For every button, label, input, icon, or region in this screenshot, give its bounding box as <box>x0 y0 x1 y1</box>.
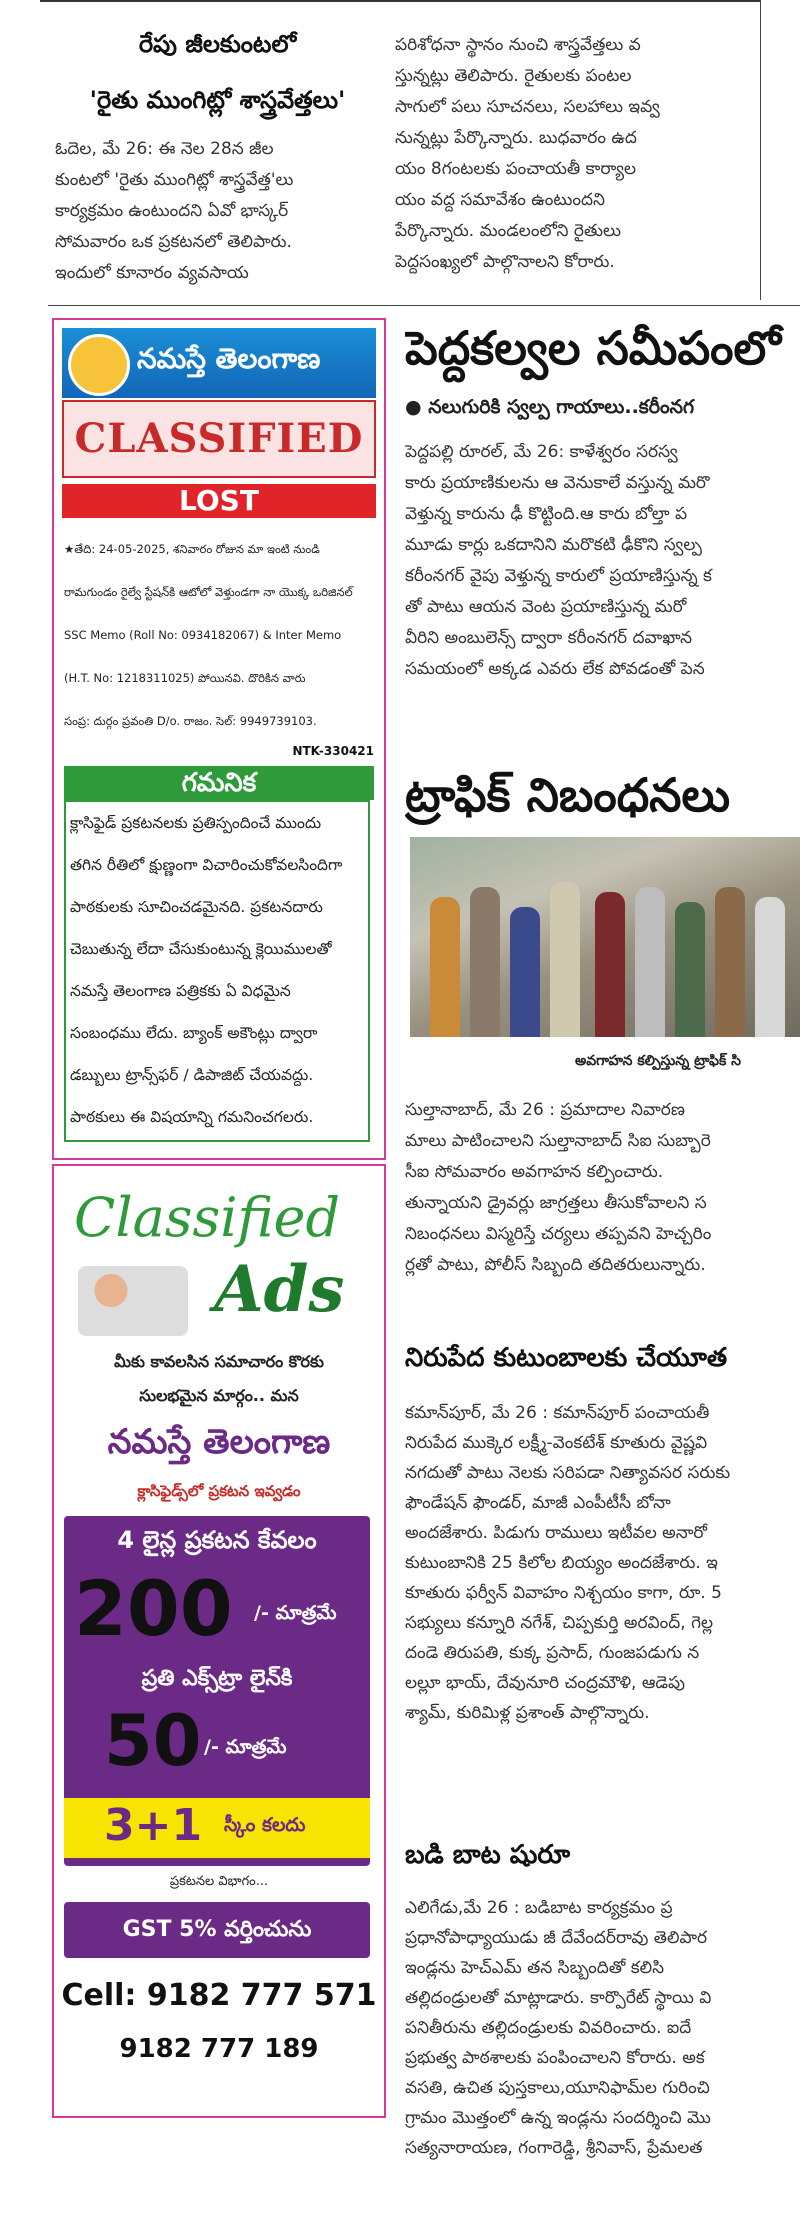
promo-subtitle: క్లాసిఫైడ్స్‌లో ప్రకటన ఇవ్వడం <box>137 1482 301 1500</box>
body-line: పరిశోధనా స్థానం నుంచి శాస్త్రవేత్తలు వ <box>395 35 641 55</box>
body-line: తో పాటు ఆయన వెంట ప్రయాణిస్తున్న మరో <box>405 597 687 617</box>
body-line: స్తున్నట్లు తెలిపారు. రైతులకు పంటల <box>395 66 632 86</box>
body-line: నిరుపేద ముక్కెర లక్ష్మీ-వెంకటేశ్ కూతురు వైష్ణవి <box>405 1433 708 1453</box>
notice-line: పాఠకులు ఈ విషయాన్ని గమనించగలరు. <box>70 1108 314 1126</box>
ad-department: ప్రకటనల విభాగం... <box>169 1874 269 1889</box>
body-line: పేర్కొన్నారు. మండలంలోని రైతులు <box>395 221 621 241</box>
body-line: యం వద్ద సమావేశం ఉంటుందని <box>395 190 605 210</box>
cell-number-2: 9182 777 189 <box>119 2034 319 2064</box>
story3-headline: నిరుపేద కుటుంబాలకు చేయూత <box>405 1343 728 1373</box>
cell-number-1: Cell: 9182 777 571 <box>61 1978 377 2013</box>
body-line: నగదుతో పాటు నెలకు సరిపడా నిత్యావసర సరుకు <box>405 1463 731 1483</box>
lost-notice-body <box>64 528 374 743</box>
body-line: శ్యామ్, కురిమిళ్ల ప్రశాంత్ పాల్గొన్నారు. <box>405 1703 650 1723</box>
body-line: దండె తిరుపతి, కుక్క ప్రసాద్, గుంజపడుగు న <box>405 1643 700 1663</box>
body-line: పనితీరును తల్లిదండ్రులకు వివరించారు. ఐదే <box>405 2018 692 2038</box>
notice-line: తగిన రీతిలో క్షుణ్ణంగా విచారించుకోవలసిందిగా <box>70 856 343 874</box>
body-line: ఇందులో కూనారం వ్యవసాయ <box>55 263 249 283</box>
body-line: నిబంధనలు విస్మరిస్తే చర్యలు తప్పవని హెచ్చరిం <box>405 1224 712 1244</box>
promo-tagline-2: సులభమైన మార్గం.. మన <box>139 1386 299 1405</box>
top-article-body <box>55 134 380 289</box>
lost-notice-line: రామగుండం రైల్వే స్టేషన్‌కి ఆటోలో వెళ్తుండగా నా యొక్క ఒరిజినల్ <box>64 585 353 599</box>
lost-notice-line: సంప్ర: దుర్గం ప్రవంతి D/o. రాజం. సెల్: 9949739103. <box>64 714 317 728</box>
body-line: సభ్యులు కన్నూరి నగేశ్, చిప్పకుర్తి అరవింద్, గెల్ల <box>405 1613 714 1633</box>
body-line: ఎలిగేడు,మే 26 : బడిబాట కార్యక్రమం ప్ర <box>405 1898 673 1918</box>
story2 <box>405 765 800 1325</box>
promo-tagline-1: మీకు కావలసిన సమాచారం కొరకు <box>114 1352 324 1371</box>
promo-title-2: Ads <box>214 1252 345 1327</box>
story1-bullet: ● నలుగురికి స్వల్ప గాయాలు..కరీంనగ <box>405 396 695 418</box>
body-line: సత్యనారాయణ, గంగారెడ్డి, శ్రీనివాస్, ప్రేమలత <box>405 2138 703 2158</box>
body-line: వసతి, ఉచిత పుస్తకాలు,యూనిఫామ్‌ల గురించి <box>405 2078 710 2098</box>
promo-title-1: Classified <box>74 1186 341 1249</box>
notice-line: డబ్బులు ట్రాన్స్‌ఫర్ / డిపాజిట్ చేయవద్దు. <box>70 1066 314 1084</box>
body-line: ర్లతో పాటు, పోలీస్ సిబ్బంది తదితరులున్నారు. <box>405 1255 706 1275</box>
body-line: కుంటలో 'రైతు ముంగిట్లో శాస్త్రవేత్త'లు <box>55 170 294 190</box>
extra-price-suffix: /- మాత్రమే <box>204 1736 287 1758</box>
body-line: నున్నట్లు పేర్కొన్నారు. బుధవారం ఉద <box>395 128 637 148</box>
body-line: ఫౌండేషన్ ఫౌండర్, మాజీ ఎంపీటీసీ బోనా <box>405 1493 671 1513</box>
body-line: కారు ప్రయాణికులను ఆ వెనుకాలే వస్తున్న మరొ <box>405 473 710 493</box>
goddess-logo-icon <box>68 334 130 396</box>
body-line: కార్యక్రమం ఉంటుందని ఏవో భాస్కర్ <box>55 201 289 221</box>
body-line: వెళ్తున్న కారును ఢీ కొట్టింది.ఆ కారు బోల్తా ప <box>405 504 688 524</box>
notice-line: సంబంధము లేదు. బ్యాంక్ అకౌంట్లు ద్వారా <box>70 1024 318 1042</box>
body-line: పెద్దపల్లి రూరల్, మే 26: కాళేశ్వరం సరస్వ <box>405 442 678 462</box>
extra-line-label: ప్రతి ఎక్స్‌ట్రా లైన్‌కి <box>141 1666 293 1691</box>
story2-headline: ట్రాఫిక్ నిబంధనలు <box>405 768 730 822</box>
body-line: గ్రామం మొత్తంలో ఉన్న ఇండ్లను సందర్శించి మొ <box>405 2108 711 2128</box>
body-line: సీఐ సోమవారం అవగాహన కల్పించారు. <box>405 1162 664 1182</box>
body-line: మాలు పాటించాలని సుల్తానాబాద్ సిఐ సుబ్బారె <box>405 1131 711 1151</box>
body-line: ఇండ్లను హెచ్‌ఎమ్ తన సిబ్బందితో కలిసి <box>405 1958 665 1978</box>
story4 <box>405 1825 800 2213</box>
classified-label: CLASSIFIED <box>74 415 364 462</box>
story1-headline: పెద్దకల్వల సమీపంలో <box>405 321 781 375</box>
body-line: కమాన్‌పూర్, మే 26 : కమాన్‌పూర్ పంచాయతీ <box>405 1403 710 1423</box>
classified-label-box <box>62 400 376 478</box>
body-line: తున్నాయని డ్రైవర్లు జాగ్రత్తలు తీసుకోవాలని స <box>405 1193 707 1213</box>
body-line: కూతురు ఫర్వీన్ వివాహం నిశ్చయం కాగా, రూ. 5 <box>405 1583 722 1603</box>
lost-notice-line: SSC Memo (Roll No: 0934182067) & Inter Memo <box>64 628 342 642</box>
top-left-article <box>55 30 380 289</box>
body-line: ప్రభుత్వ పాఠశాలకు పంపించాలని కోరారు. అక <box>405 2048 705 2068</box>
traffic-awareness-photo <box>410 837 800 1037</box>
scheme-suffix: స్కీం కలదు <box>224 1814 306 1836</box>
lost-heading: LOST <box>62 484 376 518</box>
extra-price-value: 50 <box>104 1700 202 1782</box>
notice-line: చెబుతున్న లేదా చేసుకుంటున్న క్లెయిములతో <box>70 940 332 958</box>
photo-caption: అవగాహన కల్పిస్తున్న ట్రాఫిక్ సి <box>575 1053 741 1069</box>
body-line: సోమవారం ఒక ప్రకటనలో తెలిపారు. <box>55 232 292 252</box>
top-cutoff-strip <box>40 0 760 8</box>
body-line: కుటుంబానికి 25 కిలోల బియ్యం అందజేశారు. ఇ <box>405 1553 718 1573</box>
story1 <box>405 318 800 758</box>
body-line: ఓదెల, మే 26: ఈ నెల 28న జీల <box>55 139 274 159</box>
person-with-laptop-image <box>78 1266 188 1336</box>
story3-body <box>405 1398 800 1728</box>
story4-body <box>405 1893 800 2163</box>
lost-notice-line: ★తేది: 24-05-2025, శనివారం రోజున మా ఇంటి నుండి <box>64 542 320 556</box>
notice-line: నమస్తే తెలంగాణ పత్రికకు ఏ విధమైన <box>70 982 291 1000</box>
body-line: తల్లిదండ్రులతో మాట్లాడారు. కార్పొరేట్ స్థాయి వి <box>405 1988 712 2008</box>
body-line: మూడు కార్లు ఒకదానిని మరొకటి ఢీకొని స్వల్ప <box>405 535 702 555</box>
notice-line: క్లాసిఫైడ్ ప్రకటనలకు ప్రతిస్పందించే ముందు <box>70 814 322 832</box>
price-suffix: /- మాత్రమే <box>254 1602 337 1624</box>
story4-headline: బడి బాట షురూ <box>405 1840 571 1870</box>
body-line: సాగులో పలు సూచనలు, సలహాలు ఇవ్వ <box>395 97 660 117</box>
scheme-value: 3+1 <box>104 1800 203 1851</box>
notice-body <box>64 800 370 1142</box>
body-line: ప్రధానోపాధ్యాయుడు జీ దేవేందర్‌రావు తెలిపార <box>405 1928 708 1948</box>
body-line: లల్లూ భాయ్, దేవునూరి చంద్రమౌళి, ఆడెపు <box>405 1673 685 1693</box>
lost-notice-line: (H.T. No: 1218311025) పోయినవి. దొరికిన వారు <box>64 671 306 685</box>
notice-heading: గమనిక <box>64 766 374 800</box>
top-article-headline-1: రేపు జీలకుంటలో <box>138 30 297 58</box>
price-panel <box>64 1516 370 1866</box>
story3 <box>405 1328 800 1828</box>
body-line: వీరిని అంబులెన్స్ ద్వారా కరీంనగర్ దవాఖాన <box>405 628 693 648</box>
top-article-continuation <box>395 30 750 278</box>
price-value: 200 <box>74 1564 233 1653</box>
column-rule-top <box>760 0 761 300</box>
brand-name: నమస్తే తెలంగాణ <box>137 342 321 375</box>
horizontal-rule-top <box>48 305 800 306</box>
namaste-telangana-banner <box>62 328 376 398</box>
body-line: సుల్తానాబాద్, మే 26 : ప్రమాదాల నివారణ <box>405 1100 685 1120</box>
ad-code: NTK-330421 <box>292 744 374 758</box>
body-line: కరీంనగర్ వైపు వెళ్తున్న కారులో ప్రయాణిస్తున్న క <box>405 566 712 586</box>
lines-label: 4 లైన్ల ప్రకటన కేవలం <box>117 1526 317 1554</box>
scheme-strip <box>64 1798 370 1858</box>
body-line: యం 8గంటలకు పంచాయతీ కార్యాల <box>395 159 637 179</box>
story2-body <box>405 1095 800 1281</box>
body-line: పెద్దసంఖ్యలో పాల్గొనాలని కోరారు. <box>395 252 615 272</box>
notice-line: పాఠకులకు సూచించడమైనది. ప్రకటనదారు <box>70 898 323 916</box>
story1-body <box>405 437 800 685</box>
gst-note: GST 5% వర్తించును <box>122 1917 312 1942</box>
body-line: సమయంలో అక్కడ ఎవరు లేక పోవడంతో పెన <box>405 659 705 679</box>
body-line: అందజేశారు. పిడుగు రాములు ఇటీవల అనారో <box>405 1523 708 1543</box>
promo-brand: నమస్తే తెలంగాణ <box>107 1422 331 1462</box>
classified-ad-box <box>52 318 386 1160</box>
top-article-headline-2: 'రైతు ముంగిట్లో శాస్త్రవేత్తలు' <box>89 86 346 114</box>
promo-ad-box <box>52 1164 386 2118</box>
gst-strip <box>64 1902 370 1958</box>
